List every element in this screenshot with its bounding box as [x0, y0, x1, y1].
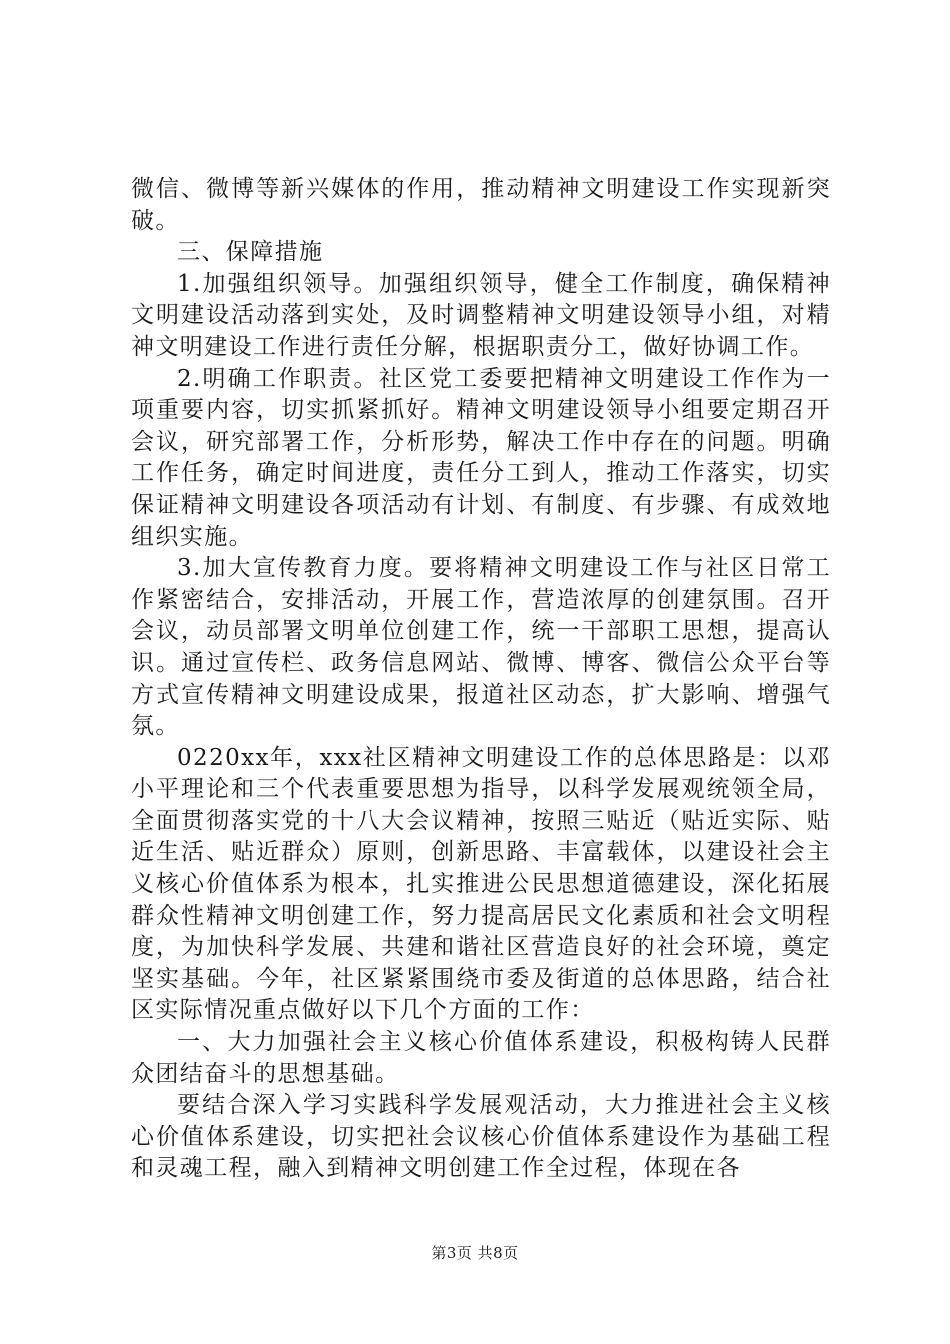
- paragraph-work-responsibilities: 2.明确工作职责。社区党工委要把精神文明建设工作作为一项重要内容，切实抓紧抓好。精神文明建设领导小组要定期召开会议，研究部署工作，分析形势，解决工作中存在的问题。明确工作任务，确定时间进度，责任分工到人，推动工作落实，切实保证精神文明建设各项活动有计划、有制度、有步骤、有成效地组织实施。: [131, 365, 831, 550]
- document-body: [131, 174, 831, 1185]
- paragraph-continuation: 微信、微博等新兴媒体的作用，推动精神文明建设工作实现新突破。: [131, 176, 831, 234]
- paragraph-core-values-body: 要结合深入学习实践科学发展观活动，大力推进社会主义核心价值体系建设，切实把社会议核心价值体系建设作为基础工程和灵魂工程，融入到精神文明创建工作全过程，体现在各: [131, 1092, 831, 1182]
- paragraph-organization-leadership: 1.加强组织领导。加强组织领导，健全工作制度，确保精神文明建设活动落到实处，及时调整精神文明建设领导小组，对精神文明建设工作进行责任分解，根据职责分工，做好协调工作。: [131, 270, 831, 360]
- paragraph-publicity-education: 3.加大宣传教育力度。要将精神文明建设工作与社区日常工作紧密结合，安排活动，开展工作，营造浓厚的创建氛围。召开会议，动员部署文明单位创建工作，统一干部职工思想，提高认识。通过宣传栏、政务信息网站、微博、博客、微信公众平台等方式宣传精神文明建设成果，报道社区动态，扩大影响、增强气氛。: [131, 555, 831, 740]
- page-number-footer: 第3页 共8页: [431, 1244, 519, 1262]
- section-heading-core-values: 一、大力加强社会主义核心价值体系建设，积极构铸人民群众团结奋斗的思想基础。: [131, 1029, 831, 1087]
- section-heading-safeguards: 三、保障措施: [177, 239, 324, 266]
- paragraph-overall-approach: 0220xx年，xxx社区精神文明建设工作的总体思路是：以邓小平理论和三个代表重要思想为指导，以科学发展观统领全局，全面贯彻落实党的十八大会议精神，按照三贴近（贴近实际、贴近生活、贴近群众）原则，创新思路、丰富载体，以建设社会主义核心价值体系为根本，扎实推进公民思想道德建设，深化拓展群众性精神文明创建工作，努力提高居民文化素质和社会文明程度，为加快科学发展、共建和谐社区营造良好的社会环境，奠定坚实基础。今年，社区紧紧围绕市委及街道的总体思路，结合社区实际情况重点做好以下几个方面的工作：: [131, 744, 831, 1024]
